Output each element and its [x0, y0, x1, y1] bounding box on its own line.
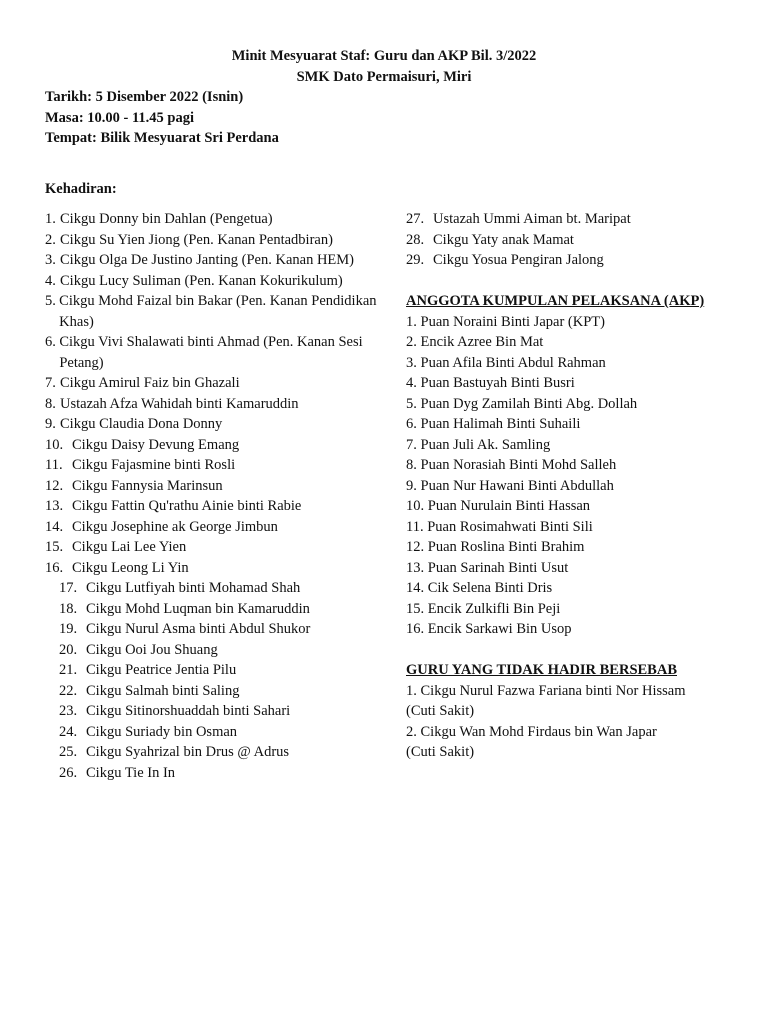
list-item: 28. Cikgu Yaty anak Mamat [406, 231, 574, 248]
list-item: 26. Cikgu Tie In In [59, 764, 176, 781]
title-line-1: Minit Mesyuarat Staf: Guru dan AKP Bil. 3/2022 [231, 48, 537, 64]
list-item: 7. Cikgu Amirul Faiz bin Ghazali [45, 375, 240, 391]
akp-heading: ANGGOTA KUMPULAN PELAKSANA (AKP) [406, 293, 705, 309]
akp-item: 16. Encik Sarkawi Bin Usop [406, 621, 572, 637]
meeting-details [45, 87, 279, 149]
list-item: 6. Cikgu Vivi Shalawati binti Ahmad (Pen. Kanan Sesi Petang) [45, 334, 363, 371]
right-column [406, 209, 736, 763]
list-item: 1. Cikgu Donny bin Dahlan (Pengetua) [45, 211, 273, 227]
akp-item: 15. Encik Zulkifli Bin Peji [406, 600, 561, 617]
list-item: 18. Cikgu Mohd Luqman bin Kamaruddin [59, 600, 310, 617]
list-item: 12. Cikgu Fannysia Marinsun [45, 477, 223, 494]
akp-item: 13. Puan Sarinah Binti Usut [406, 559, 569, 576]
list-item: 4. Cikgu Lucy Suliman (Pen. Kanan Kokurikulum) [45, 272, 343, 289]
spacer [406, 640, 736, 661]
meeting-venue: Tempat: Bilik Mesyuarat Sri Perdana [45, 130, 279, 146]
list-item: 5. Cikgu Mohd Faizal bin Bakar (Pen. Kanan Pendidikan Khas) [45, 293, 377, 330]
attendance-label: Kehadiran: [45, 181, 117, 197]
akp-item: 7. Puan Juli Ak. Samling [406, 436, 551, 453]
teacher-list-left [45, 209, 395, 783]
spacer [406, 271, 736, 292]
akp-item: 8. Puan Norasiah Binti Mohd Salleh [406, 457, 617, 473]
list-item: 2. Cikgu Su Yien Jiong (Pen. Kanan Pentadbiran) [45, 231, 333, 248]
list-item: 27. Ustazah Ummi Aiman bt. Maripat [406, 211, 631, 227]
list-item: 25. Cikgu Syahrizal bin Drus @ Adrus [59, 744, 290, 760]
list-item: 24. Cikgu Suriady bin Osman [59, 723, 238, 740]
list-item: 22. Cikgu Salmah binti Saling [59, 682, 240, 699]
absent-heading: GURU YANG TIDAK HADIR BERSEBAB [406, 662, 677, 678]
absent-item-name: 1. Cikgu Nurul Fazwa Fariana binti Nor Hissam [406, 682, 686, 699]
akp-item: 1. Puan Noraini Binti Japar (KPT) [406, 313, 605, 330]
akp-item: 3. Puan Afila Binti Abdul Rahman [406, 354, 606, 371]
list-item: 17. Cikgu Lutfiyah binti Mohamad Shah [59, 580, 301, 596]
list-item: 15. Cikgu Lai Lee Yien [45, 539, 187, 555]
document-title [0, 46, 768, 87]
absent-item-name: 2. Cikgu Wan Mohd Firdaus bin Wan Japar [406, 723, 657, 740]
list-item: 29. Cikgu Yosua Pengiran Jalong [406, 252, 604, 268]
list-item: 16. Cikgu Leong Li Yin [45, 559, 189, 576]
absent-item-reason: (Cuti Sakit) [406, 744, 475, 760]
akp-item: 2. Encik Azree Bin Mat [406, 334, 544, 350]
list-item: 21. Cikgu Peatrice Jentia Pilu [59, 662, 237, 678]
list-item: 9. Cikgu Claudia Dona Donny [45, 416, 223, 432]
akp-item: 6. Puan Halimah Binti Suhaili [406, 416, 581, 432]
akp-item: 14. Cik Selena Binti Dris [406, 580, 553, 596]
list-item: 3. Cikgu Olga De Justino Janting (Pen. Kanan HEM) [45, 252, 354, 268]
akp-item: 10. Puan Nurulain Binti Hassan [406, 498, 591, 514]
list-item: 23. Cikgu Sitinorshuaddah binti Sahari [59, 703, 291, 719]
meeting-date: Tarikh: 5 Disember 2022 (Isnin) [45, 89, 244, 105]
akp-item: 11. Puan Rosimahwati Binti Sili [406, 518, 593, 535]
akp-item: 12. Puan Roslina Binti Brahim [406, 539, 585, 555]
list-item: 14. Cikgu Josephine ak George Jimbun [45, 518, 278, 535]
list-item: 13. Cikgu Fattin Qu'rathu Ainie binti Rabie [45, 498, 302, 514]
list-item: 19. Cikgu Nurul Asma binti Abdul Shukor [59, 621, 311, 637]
list-item: 20. Cikgu Ooi Jou Shuang [59, 641, 218, 658]
list-item: 10. Cikgu Daisy Devung Emang [45, 436, 240, 453]
meeting-time: Masa: 10.00 - 11.45 pagi [45, 109, 195, 126]
akp-item: 5. Puan Dyg Zamilah Binti Abg. Dollah [406, 395, 638, 412]
akp-item: 9. Puan Nur Hawani Binti Abdullah [406, 477, 614, 494]
title-line-2: SMK Dato Permaisuri, Miri [296, 68, 472, 85]
list-item: 11. Cikgu Fajasmine binti Rosli [45, 457, 236, 473]
list-item: 8. Ustazah Afza Wahidah binti Kamaruddin [45, 395, 299, 412]
absent-item-reason: (Cuti Sakit) [406, 703, 475, 719]
akp-item: 4. Puan Bastuyah Binti Busri [406, 375, 575, 391]
